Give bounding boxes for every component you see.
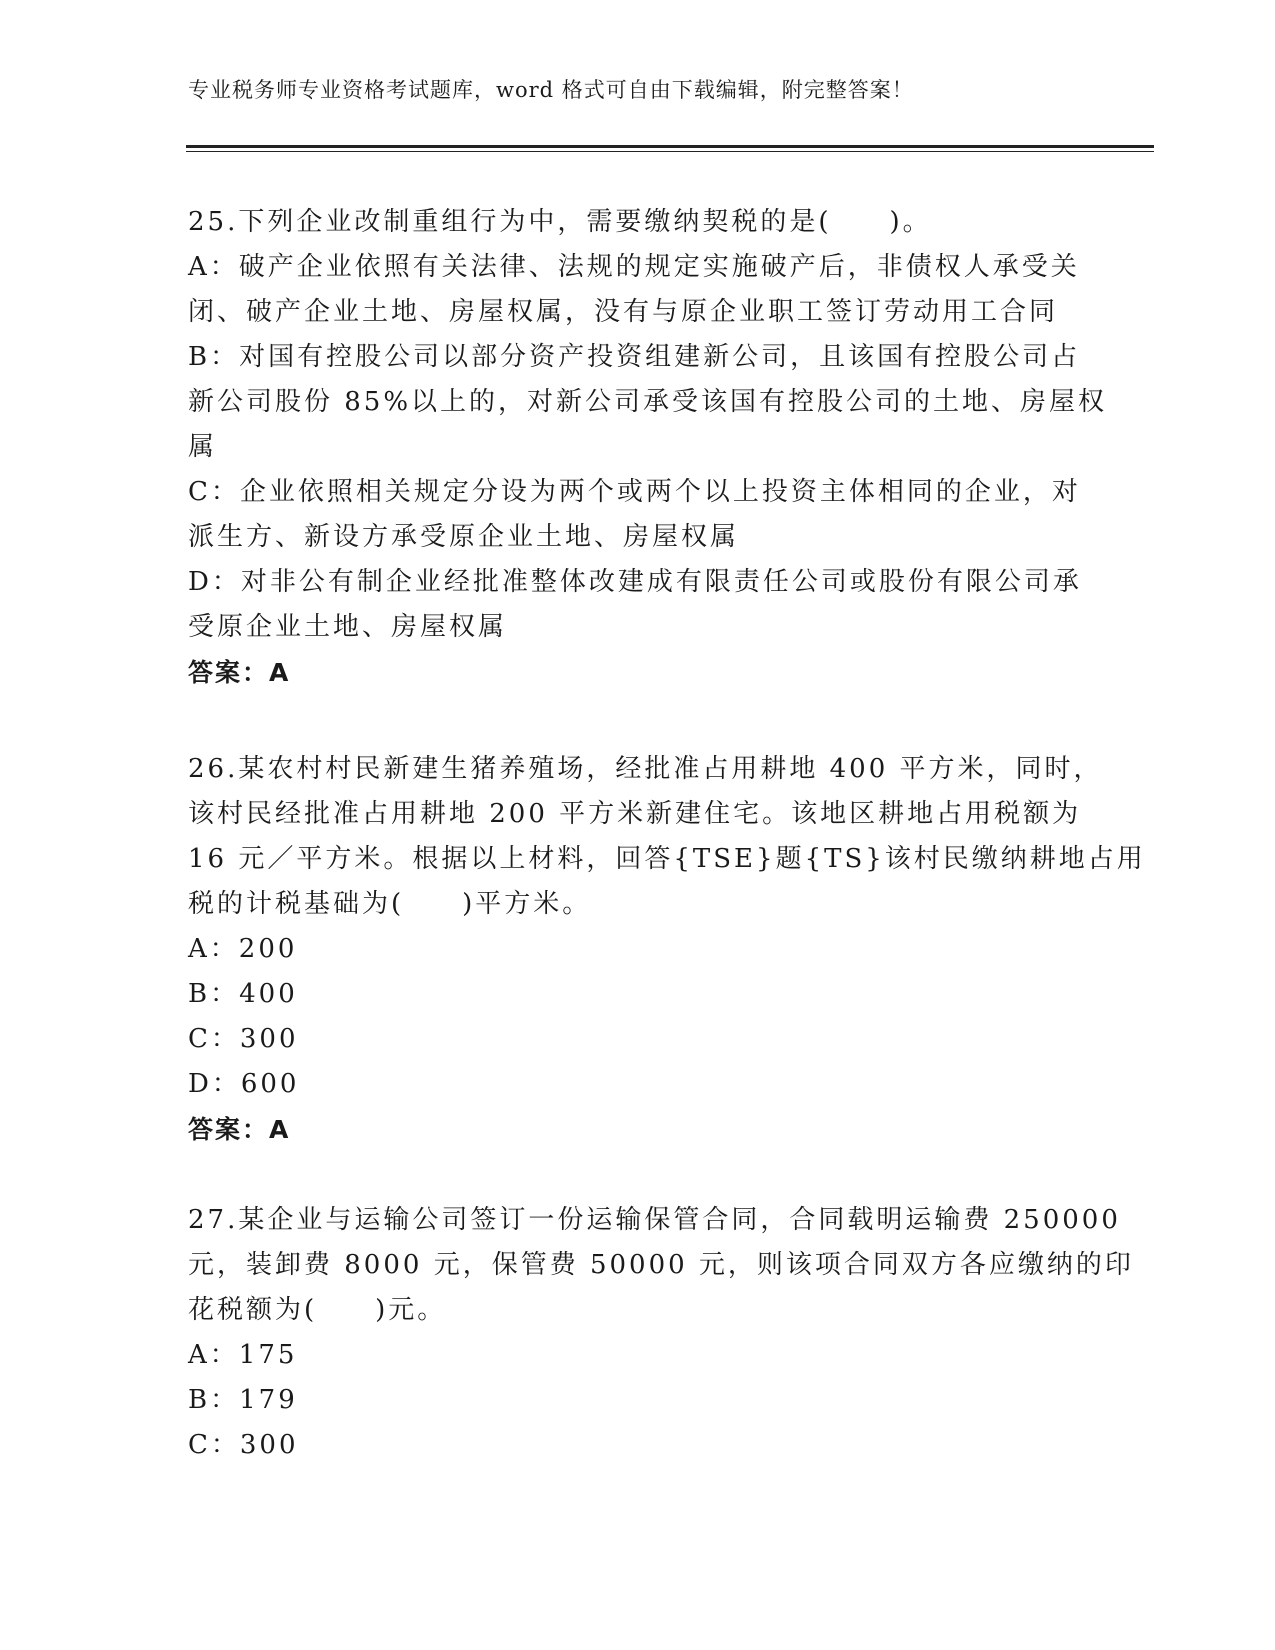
question-stem-continued: 花税额为( )元。 [188, 1295, 447, 1325]
option-a: A：175 [188, 1340, 298, 1370]
option-c-continued: 派生方、新设方承受原企业土地、房屋权属 [188, 522, 740, 552]
question-stem-continued: 16 元／平方米。根据以上材料，回答{TSE}题{TS}该村民缴纳耕地占用 [188, 844, 1146, 874]
question-26 [188, 747, 1146, 1152]
option-a: A：200 [188, 934, 298, 964]
question-25 [188, 200, 1108, 695]
option-b-continued: 新公司股份 85%以上的，对新公司承受该国有控股公司的土地、房屋权 [188, 387, 1108, 417]
option-b: B：179 [188, 1385, 298, 1415]
page-header: 专业税务师专业资格考试题库，word 格式可自由下载编辑，附完整答案！ [188, 78, 914, 102]
question-27 [188, 1198, 1134, 1468]
answer: 答案：A [188, 1115, 291, 1144]
option-d: D：对非公有制企业经批准整体改建成有限责任公司或股份有限公司承 [188, 567, 1082, 597]
option-a: A：破产企业依照有关法律、法规的规定实施破产后，非债权人承受关 [188, 252, 1080, 282]
option-a-continued: 闭、破产企业土地、房屋权属，没有与原企业职工签订劳动用工合同 [188, 297, 1059, 327]
question-stem: 26.某农村村民新建生猪养殖场，经批准占用耕地 400 平方米，同时， [188, 754, 1103, 784]
option-d-continued: 受原企业土地、房屋权属 [188, 612, 508, 642]
question-stem-continued: 税的计税基础为( )平方米。 [188, 889, 592, 919]
option-c: C：300 [188, 1430, 299, 1460]
question-stem-continued: 元，装卸费 8000 元，保管费 50000 元，则该项合同双方各应缴纳的印 [188, 1250, 1134, 1280]
question-stem: 25.下列企业改制重组行为中，需要缴纳契税的是( )。 [188, 207, 932, 237]
option-b-continued: 属 [188, 432, 218, 462]
question-stem-continued: 该村民经批准占用耕地 200 平方米新建住宅。该地区耕地占用税额为 [188, 799, 1082, 829]
option-b: B：对国有控股公司以部分资产投资组建新公司，且该国有控股公司占 [188, 342, 1081, 372]
option-c: C：300 [188, 1024, 299, 1054]
option-b: B：400 [188, 979, 298, 1009]
header-divider [186, 145, 1154, 152]
question-stem: 27.某企业与运输公司签订一份运输保管合同，合同载明运输费 250000 [188, 1205, 1121, 1235]
option-c: C：企业依照相关规定分设为两个或两个以上投资主体相同的企业，对 [188, 477, 1081, 507]
answer: 答案：A [188, 658, 291, 687]
option-d: D：600 [188, 1069, 300, 1099]
